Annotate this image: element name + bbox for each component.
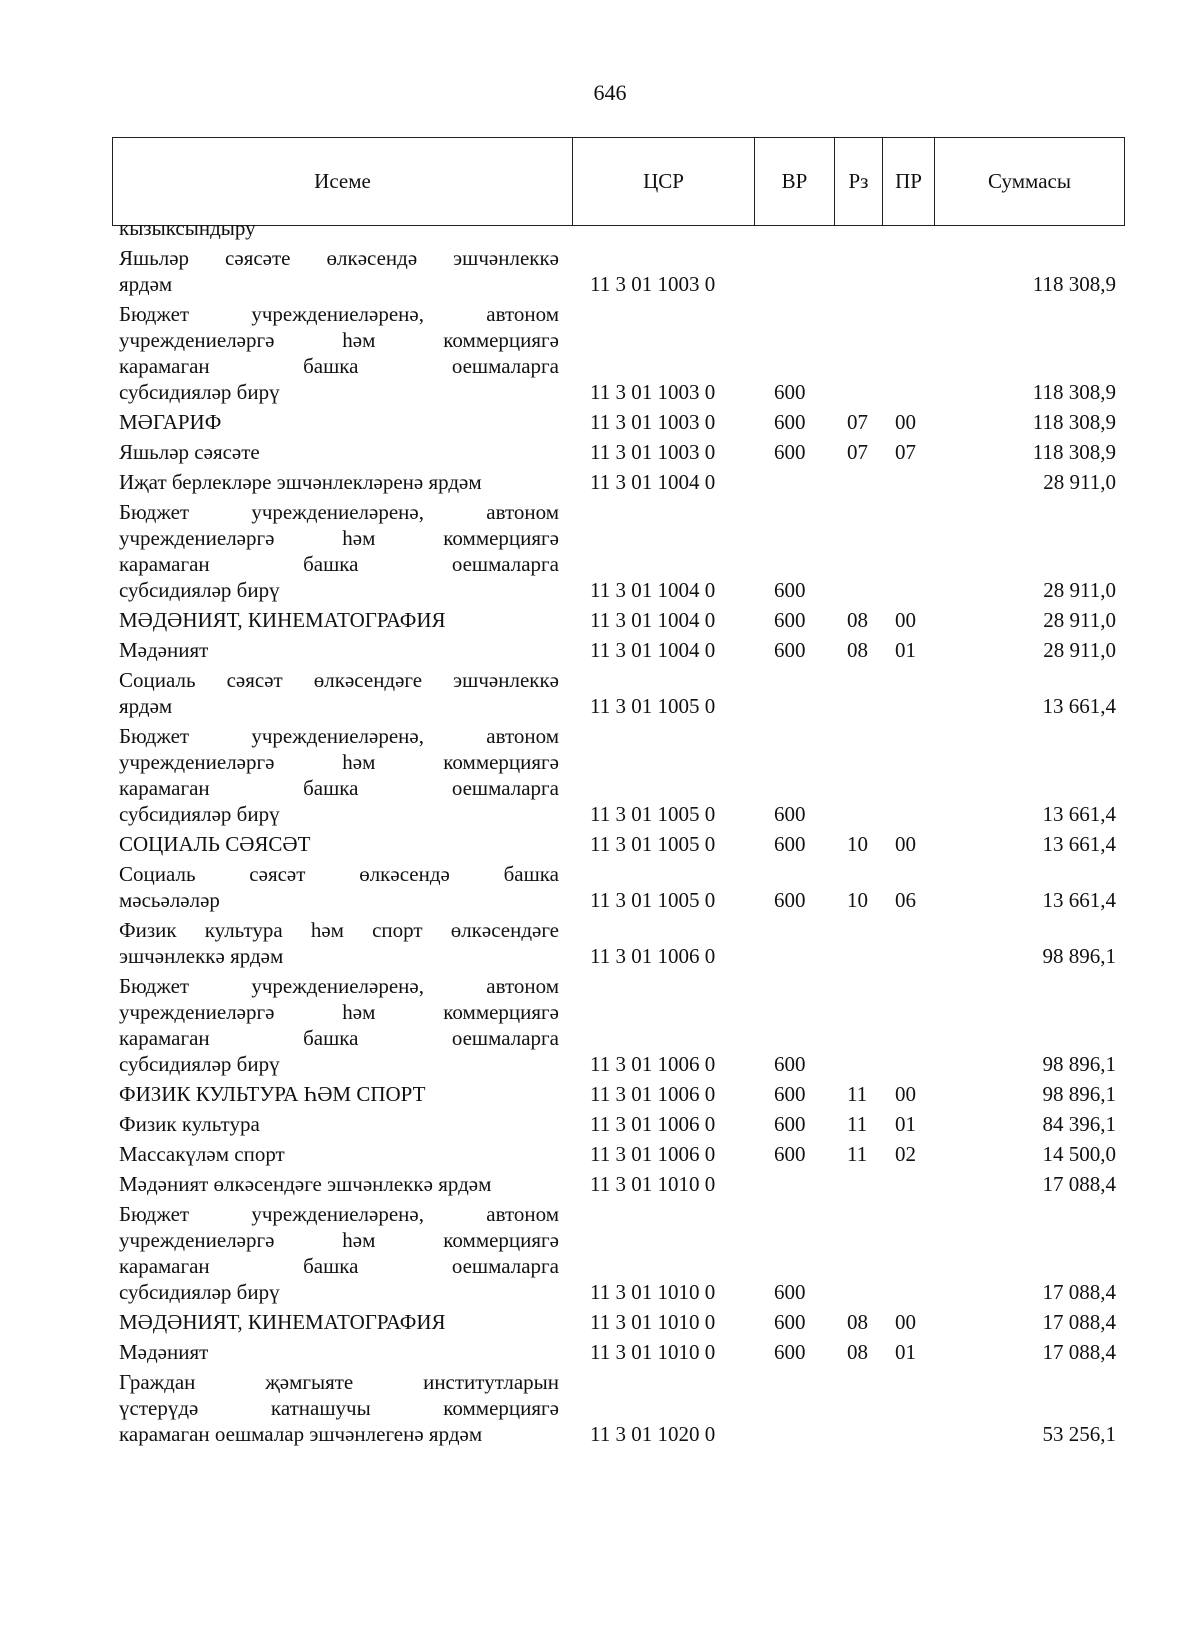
row-csr: 11 3 01 1020 0 (590, 1422, 716, 1446)
row-vr: 600 (774, 608, 806, 632)
row-name (119, 301, 559, 405)
table-header (112, 137, 1125, 226)
row-vr: 600 (774, 1310, 806, 1334)
row-name (119, 917, 559, 969)
row-csr: 11 3 01 1003 0 (590, 272, 716, 296)
row-sum: 98 896,1 (1042, 944, 1116, 968)
row-csr: 11 3 01 1005 0 (590, 832, 716, 856)
row-name-line: ярдәм (119, 272, 173, 296)
table-row (0, 1369, 1200, 1447)
row-rz: 11 (847, 1112, 868, 1136)
row-name-line: ФИЗИК КУЛЬТУРА ҺӘМ СПОРТ (119, 1082, 426, 1106)
table-row (0, 1339, 1200, 1365)
row-csr: 11 3 01 1006 0 (590, 1052, 716, 1076)
table-row (0, 607, 1200, 633)
row-name-line: МӘДӘНИЯТ, КИНЕМАТОГРАФИЯ (119, 1310, 446, 1334)
row-pr: 01 (895, 638, 916, 662)
row-name-line: Бюджет учреждениеләренә, автоном (119, 302, 559, 326)
row-pr: 00 (895, 1082, 916, 1106)
row-name-line: Мәдәният (119, 1340, 209, 1364)
row-pr: 00 (895, 608, 916, 632)
row-name-line: Яшьләр сәясәте (119, 440, 260, 464)
row-csr: 11 3 01 1006 0 (590, 1142, 716, 1166)
row-name-line: учреждениеләргә һәм коммерциягә (119, 328, 559, 352)
row-sum: 28 911,0 (1043, 578, 1116, 602)
row-pr: 01 (895, 1340, 916, 1364)
row-name (119, 667, 559, 719)
row-csr: 11 3 01 1004 0 (590, 608, 716, 632)
row-vr: 600 (774, 638, 806, 662)
row-name-line: кызыксындыру (119, 216, 256, 240)
table-row (0, 245, 1200, 297)
row-pr: 00 (895, 1310, 916, 1334)
table-row (0, 917, 1200, 969)
row-sum: 17 088,4 (1042, 1340, 1116, 1364)
row-pr: 06 (895, 888, 916, 912)
row-sum: 118 308,9 (1032, 410, 1116, 434)
row-name-line: Иҗат берлекләре эшчәнлекләренә ярдәм (119, 470, 482, 494)
table-row (0, 215, 1200, 241)
row-sum: 28 911,0 (1043, 470, 1116, 494)
row-name (119, 409, 559, 435)
row-name (119, 831, 559, 857)
row-name-line: Бюджет учреждениеләренә, автоном (119, 1202, 559, 1226)
row-name-line: учреждениеләргә һәм коммерциягә (119, 1228, 559, 1252)
row-csr: 11 3 01 1010 0 (590, 1172, 716, 1196)
row-name-line: карамаган башка оешмаларга (119, 1254, 559, 1278)
row-name-line: субсидияләр бирү (119, 802, 280, 826)
row-name (119, 499, 559, 603)
row-sum: 98 896,1 (1042, 1082, 1116, 1106)
row-name-line: МӘДӘНИЯТ, КИНЕМАТОГРАФИЯ (119, 608, 446, 632)
page-number: 646 (593, 80, 627, 105)
row-vr: 600 (774, 410, 806, 434)
row-name-line: мәсьәләләр (119, 888, 220, 912)
row-sum: 53 256,1 (1042, 1422, 1116, 1446)
row-name-line: субсидияләр бирү (119, 578, 280, 602)
row-sum: 17 088,4 (1042, 1172, 1116, 1196)
table-row (0, 861, 1200, 913)
row-pr: 00 (895, 832, 916, 856)
row-vr: 600 (774, 1112, 806, 1136)
row-name-line: Физик культура (119, 1112, 260, 1136)
table-row (0, 1111, 1200, 1137)
row-name-line: Социаль сәясәт өлкәсендәге эшчәнлеккә (119, 668, 559, 692)
row-rz: 10 (847, 832, 868, 856)
row-csr: 11 3 01 1004 0 (590, 470, 716, 494)
row-name (119, 607, 559, 633)
row-sum: 118 308,9 (1032, 380, 1116, 404)
table-row (0, 1309, 1200, 1335)
table-row (0, 409, 1200, 435)
row-csr: 11 3 01 1010 0 (590, 1310, 716, 1334)
row-name-line: субсидияләр бирү (119, 1052, 280, 1076)
row-name-line: карамаган башка оешмаларга (119, 1026, 559, 1050)
row-csr: 11 3 01 1003 0 (590, 410, 716, 434)
row-vr: 600 (774, 440, 806, 464)
row-csr: 11 3 01 1006 0 (590, 944, 716, 968)
row-name-line: Мәдәният (119, 638, 209, 662)
row-pr: 07 (895, 440, 916, 464)
header-rz: Рз (835, 138, 883, 225)
row-name-line: ярдәм (119, 694, 173, 718)
row-name (119, 1111, 559, 1137)
table-row (0, 637, 1200, 663)
row-csr: 11 3 01 1005 0 (590, 888, 716, 912)
row-vr: 600 (774, 1340, 806, 1364)
row-sum: 17 088,4 (1042, 1280, 1116, 1304)
row-rz: 07 (847, 440, 868, 464)
row-csr: 11 3 01 1003 0 (590, 380, 716, 404)
row-name (119, 1369, 559, 1447)
row-name-line: СОЦИАЛЬ СӘЯСӘТ (119, 832, 311, 856)
row-name (119, 861, 559, 913)
table-row (0, 1081, 1200, 1107)
header-pr: ПР (883, 138, 935, 225)
row-name (119, 1081, 559, 1107)
table-row (0, 469, 1200, 495)
row-vr: 600 (774, 1142, 806, 1166)
row-name (119, 1201, 559, 1305)
row-name (119, 973, 559, 1077)
table-row (0, 667, 1200, 719)
row-rz: 08 (847, 638, 868, 662)
row-sum: 13 661,4 (1042, 832, 1116, 856)
table-row (0, 499, 1200, 603)
row-rz: 08 (847, 1310, 868, 1334)
table-row (0, 301, 1200, 405)
row-name-line: субсидияләр бирү (119, 380, 280, 404)
row-name (119, 469, 559, 495)
row-pr: 02 (895, 1142, 916, 1166)
row-vr: 600 (774, 380, 806, 404)
row-vr: 600 (774, 1082, 806, 1106)
row-sum: 13 661,4 (1042, 802, 1116, 826)
row-sum: 17 088,4 (1042, 1310, 1116, 1334)
row-csr: 11 3 01 1006 0 (590, 1112, 716, 1136)
row-name-line: Массакүләм спорт (119, 1142, 285, 1166)
row-name (119, 723, 559, 827)
row-name-line: Физик культура һәм спорт өлкәсендәге (119, 918, 559, 942)
row-vr: 600 (774, 802, 806, 826)
row-vr: 600 (774, 1052, 806, 1076)
row-name-line: учреждениеләргә һәм коммерциягә (119, 526, 559, 550)
row-sum: 28 911,0 (1043, 638, 1116, 662)
table-row (0, 439, 1200, 465)
row-name-line: карамаган оешмалар эшчәнлегенә ярдәм (119, 1422, 483, 1446)
header-name: Исеме (113, 138, 573, 225)
row-rz: 11 (847, 1082, 868, 1106)
row-name-line: учреждениеләргә һәм коммерциягә (119, 1000, 559, 1024)
row-name-line: үстерүдә катнашучы коммерциягә (119, 1396, 559, 1420)
row-name-line: учреждениеләргә һәм коммерциягә (119, 750, 559, 774)
row-name (119, 1171, 559, 1197)
table-row (0, 831, 1200, 857)
row-name (119, 439, 559, 465)
row-sum: 13 661,4 (1042, 694, 1116, 718)
row-csr: 11 3 01 1004 0 (590, 578, 716, 602)
row-name-line: Бюджет учреждениеләренә, автоном (119, 974, 559, 998)
table-row (0, 973, 1200, 1077)
row-name-line: Яшьләр сәясәте өлкәсендә эшчәнлеккә (119, 246, 559, 270)
row-vr: 600 (774, 832, 806, 856)
row-rz: 07 (847, 410, 868, 434)
row-sum: 14 500,0 (1042, 1142, 1116, 1166)
row-name (119, 1141, 559, 1167)
row-sum: 84 396,1 (1042, 1112, 1116, 1136)
row-rz: 08 (847, 1340, 868, 1364)
table-row (0, 1171, 1200, 1197)
table-row (0, 1141, 1200, 1167)
row-sum: 98 896,1 (1042, 1052, 1116, 1076)
row-csr: 11 3 01 1005 0 (590, 694, 716, 718)
row-csr: 11 3 01 1010 0 (590, 1340, 716, 1364)
row-rz: 11 (847, 1142, 868, 1166)
row-name-line: карамаган башка оешмаларга (119, 552, 559, 576)
row-name-line: субсидияләр бирү (119, 1280, 280, 1304)
row-sum: 13 661,4 (1042, 888, 1116, 912)
row-sum: 118 308,9 (1032, 272, 1116, 296)
row-csr: 11 3 01 1003 0 (590, 440, 716, 464)
row-name-line: Социаль сәясәт өлкәсендә башка (119, 862, 559, 886)
row-pr: 01 (895, 1112, 916, 1136)
row-name (119, 215, 559, 241)
row-pr: 00 (895, 410, 916, 434)
row-sum: 28 911,0 (1043, 608, 1116, 632)
row-rz: 10 (847, 888, 868, 912)
row-rz: 08 (847, 608, 868, 632)
row-csr: 11 3 01 1010 0 (590, 1280, 716, 1304)
row-name-line: карамаган башка оешмаларга (119, 776, 559, 800)
row-name-line: Бюджет учреждениеләренә, автоном (119, 724, 559, 748)
row-name (119, 1339, 559, 1365)
table-row (0, 1201, 1200, 1305)
row-name-line: карамаган башка оешмаларга (119, 354, 559, 378)
table-row (0, 723, 1200, 827)
row-name (119, 637, 559, 663)
header-sum: Суммасы (988, 169, 1071, 193)
row-name-line: Граждан җәмгыяте институтларын (119, 1370, 559, 1394)
row-csr: 11 3 01 1004 0 (590, 638, 716, 662)
row-vr: 600 (774, 578, 806, 602)
row-csr: 11 3 01 1005 0 (590, 802, 716, 826)
row-name-line: Мәдәният өлкәсендәге эшчәнлеккә ярдәм (119, 1172, 492, 1196)
row-name (119, 1309, 559, 1335)
row-name-line: Бюджет учреждениеләренә, автоном (119, 500, 559, 524)
row-name-line: эшчәнлеккә ярдәм (119, 944, 284, 968)
row-name (119, 245, 559, 297)
header-vr: ВР (755, 138, 835, 225)
row-vr: 600 (774, 1280, 806, 1304)
row-name-line: МӘГАРИФ (119, 410, 222, 434)
row-vr: 600 (774, 888, 806, 912)
header-csr: ЦСР (573, 138, 755, 225)
row-sum: 118 308,9 (1032, 440, 1116, 464)
row-csr: 11 3 01 1006 0 (590, 1082, 716, 1106)
